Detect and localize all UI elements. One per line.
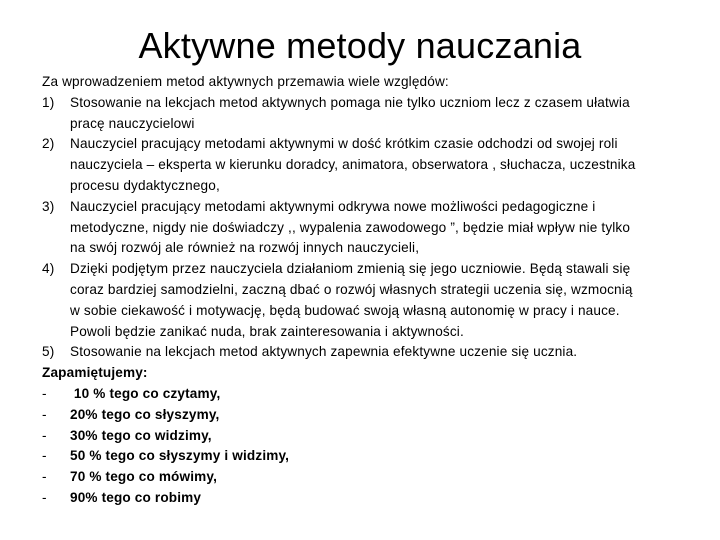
dash-marker: - [42, 489, 47, 505]
slide-body [42, 72, 702, 509]
list-item [42, 93, 702, 135]
retention-list [42, 384, 702, 509]
list-item [42, 467, 702, 488]
reasons-list [42, 93, 702, 363]
list-item-text: Stosowanie na lekcjach metod aktywnych zapewnia efektywne uczenie się ucznia. [70, 344, 578, 360]
slide-title: Aktywne metody nauczania [138, 25, 582, 66]
dash-marker: - [42, 469, 47, 485]
list-item-text: 30% tego co widzimy, [70, 427, 212, 443]
list-item-text: Dzięki podjętym przez nauczyciela działaniom zmienią się jego uczniowie. Będą stawali się coraz bardziej samodzielni, zaczną dbać o rozwój własnych strategii uczenia się, wzmocnią w sobie ciekawość i motywację, będą budować swoją własną autonomię w pracy i nauce. Powoli będzie zanikać nuda, brak zainteresowania i aktywności. [70, 261, 633, 339]
list-item [42, 488, 702, 509]
list-number: 3) [42, 198, 55, 214]
list-item [42, 405, 702, 426]
list-item-text: 90% tego co robimy [70, 489, 202, 505]
list-item-text: 50 % tego co słyszymy i widzimy, [70, 448, 290, 464]
list-item-text: 20% tego co słyszymy, [70, 406, 220, 422]
dash-marker: - [42, 406, 47, 422]
list-number: 2) [42, 136, 55, 152]
list-item-text: Stosowanie na lekcjach metod aktywnych pomaga nie tylko uczniom lecz z czasem ułatwia pracę nauczycielowi [70, 94, 630, 131]
list-number: 5) [42, 344, 55, 360]
list-item-text: Nauczyciel pracujący metodami aktywnymi odkrywa nowe możliwości pedagogiczne i metodyczne, nigdy nie doświadczy ,, wypalenia zawodowego ”, będzie miał wpływ nie tylko na swój rozwój ale również na rozwój innych nauczycieli, [70, 198, 631, 256]
list-item [42, 259, 702, 342]
list-item [42, 446, 702, 467]
dash-marker: - [42, 427, 47, 443]
list-item [42, 426, 702, 447]
list-item-text: 70 % tego co mówimy, [70, 469, 218, 485]
list-item [42, 197, 702, 259]
list-number: 1) [42, 94, 55, 110]
list-item [42, 342, 702, 363]
remember-heading: Zapamiętujemy: [42, 365, 148, 381]
list-item-text: 10 % tego co czytamy, [70, 385, 221, 401]
list-item [42, 134, 702, 196]
dash-marker: - [42, 448, 47, 464]
list-number: 4) [42, 261, 55, 277]
intro-text: Za wprowadzeniem metod aktywnych przemawia wiele względów: [42, 74, 449, 89]
list-item-text: Nauczyciel pracujący metodami aktywnymi w dość krótkim czasie odchodzi od swojej roli nauczyciela – eksperta w kierunku doradcy, animatora, obserwatora , słuchacza, uczestnika procesu dydaktycznego, [70, 136, 636, 193]
list-item [42, 384, 702, 405]
dash-marker: - [42, 385, 47, 401]
